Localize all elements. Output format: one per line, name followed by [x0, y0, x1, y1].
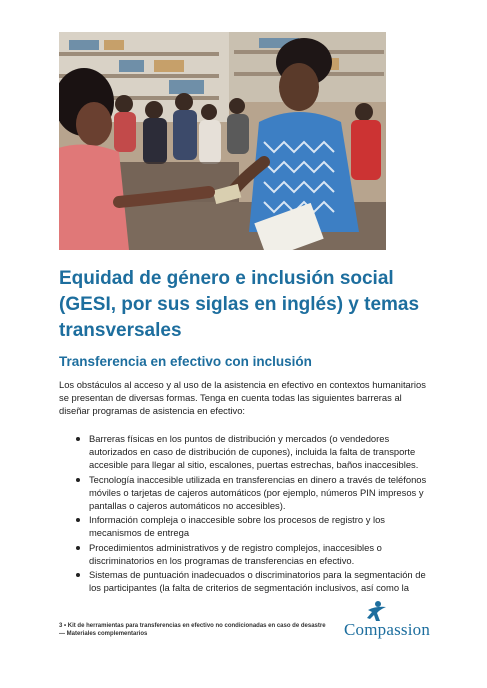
compassion-logo [344, 600, 440, 640]
list-item [59, 541, 431, 567]
bullet-icon [76, 518, 80, 522]
bullet-icon [76, 437, 80, 441]
hero-photo [59, 32, 386, 250]
photo-distribution-illustration [59, 32, 386, 250]
barrier-list [59, 432, 431, 596]
section-subtitle: Transferencia en efectivo con inclusión [59, 354, 312, 369]
list-item [59, 513, 431, 539]
list-item-text: Procedimientos administrativos y de registro complejos, inaccesibles o discriminatorios en los programas de transferencias en efectivo. [89, 541, 382, 566]
list-item-text: Tecnología inaccesible utilizada en transferencias en dinero a través de teléfonos móviles o tarjetas de cajeros automáticos (por ejemplo, números PIN impresos y pantallas o cajeros automáticos no accesibles). [89, 473, 427, 511]
logo-text: Compassion [344, 620, 431, 639]
footer-line-1: 3 • Kit de herramientas para transferencias en efectivo no condicionadas en caso de desastre [59, 623, 326, 629]
intro-paragraph: Los obstáculos al acceso y al uso de la asistencia en efectivo en contextos humanitarios se presentan de diversas formas. Tenga en cuenta todas las siguientes barreras al diseñar programas de asistencia en efectivo: [59, 379, 426, 416]
page-title: Equidad de género e inclusión social (GESI, por sus siglas en inglés) y temas transversales [59, 268, 420, 341]
list-item [59, 568, 431, 594]
compassion-figure-icon [364, 600, 388, 622]
bullet-icon [76, 478, 80, 482]
list-item [59, 473, 431, 512]
list-item-text: Información compleja o inaccesible sobre los procesos de registro y los mecanismos de entrega [89, 514, 385, 538]
bullet-icon [76, 546, 80, 550]
list-item-text: Sistemas de puntuación inadecuados o discriminatorios para la segmentación de los participantes (la falta de criterios de segmentación inclusivos, así como la [89, 569, 426, 593]
footer-line-2: — Materiales complementarios [59, 631, 148, 637]
page-footer [59, 622, 329, 638]
list-item [59, 432, 431, 471]
bullet-icon [76, 573, 80, 577]
list-item-text: Barreras físicas en los puntos de distribución y mercados (o vendedores autorizados en caso de distribución de cupones), incluida la falta de transporte accesible para llegar al sitio, escalones, puertas estrechas, baños inaccesibles. [89, 433, 419, 470]
